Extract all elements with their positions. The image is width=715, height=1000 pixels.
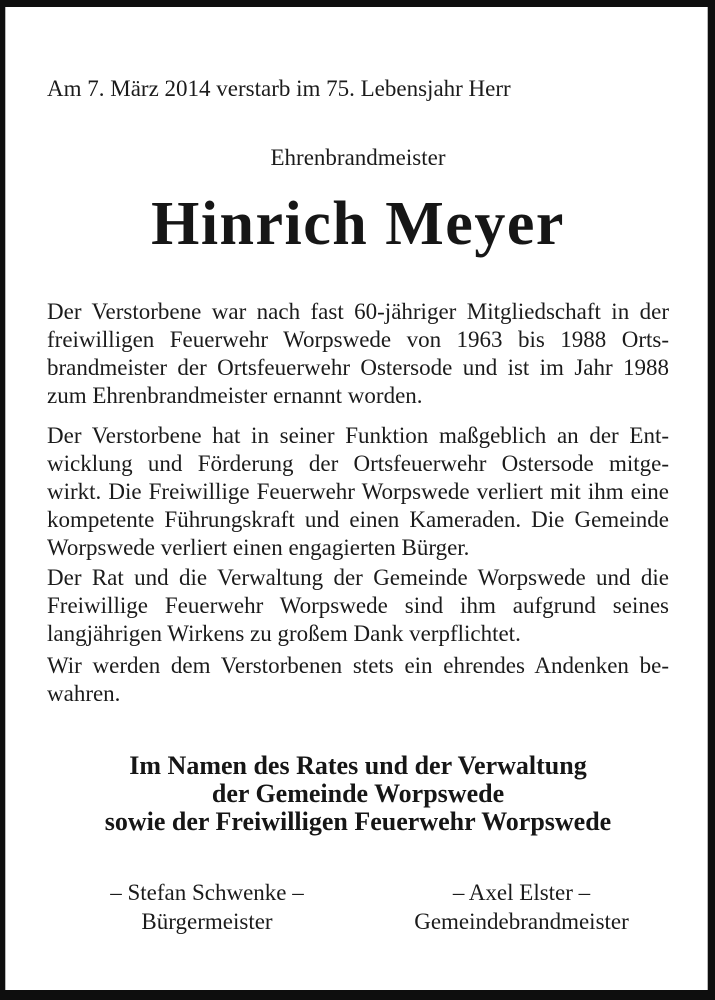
body-text-line: Der Verstorbene hat in seiner Funktion maßgeblich an der Ent-: [47, 423, 669, 448]
body-text-line: zum Ehrenbrandmeister ernannt worden.: [47, 383, 423, 408]
closing-line: Im Namen des Rates und der Verwaltung: [129, 751, 587, 780]
signature-mayor: [47, 878, 367, 936]
signature-fire-chief: [379, 878, 664, 936]
signature-title: Gemeindebrandmeister: [414, 909, 629, 934]
signature-name: – Axel Elster –: [452, 880, 591, 905]
honorific-title: Ehrenbrandmeister: [270, 145, 446, 170]
body-text-line: Worpswede verliert einen engagierten Bürger.: [47, 535, 470, 560]
death-date-line: Am 7. März 2014 verstarb im 75. Lebensjahr Herr: [47, 76, 511, 101]
deceased-name: Hinrich Meyer: [151, 190, 565, 258]
obituary-paragraph-remembrance: [47, 652, 669, 708]
obituary-paragraph-contribution: [47, 422, 669, 562]
closing-line: sowie der Freiwilligen Feuerwehr Worpswede: [104, 807, 612, 836]
body-text-line: Wir werden dem Verstorbenen stets ein ehrendes Andenken be-: [47, 653, 669, 678]
body-text-line: freiwilligen Feuerwehr Worpswede von 1963 bis 1988 Orts-: [47, 327, 669, 352]
body-text-line: Der Verstorbene war nach fast 60-jähriger Mitgliedschaft in der: [47, 299, 669, 324]
body-text-line: kompetente Führungskraft und einen Kameraden. Die Gemeinde: [47, 507, 669, 532]
body-text-line: Freiwillige Feuerwehr Worpswede sind ihm aufgrund seines: [47, 593, 669, 618]
body-text-line: wicklung und Förderung der Ortsfeuerwehr Ostersode mitge-: [47, 451, 669, 476]
body-text-line: langjährigen Wirkens zu großem Dank verpflichtet.: [47, 621, 521, 646]
signature-title: Bürgermeister: [141, 909, 273, 934]
signature-name: – Stefan Schwenke –: [110, 880, 304, 905]
obituary-paragraph-membership: [47, 298, 669, 410]
body-text-line: Der Rat und die Verwaltung der Gemeinde Worpswede und die: [47, 565, 669, 590]
signature-block: [5, 878, 708, 938]
closing-statement: [47, 752, 669, 836]
closing-line: der Gemeinde Worpswede: [211, 779, 505, 808]
obituary-paragraph-gratitude: [47, 564, 669, 648]
body-text-line: wirkt. Die Freiwillige Feuerwehr Worpswede verliert mit ihm eine: [47, 479, 669, 504]
body-text-line: brandmeister der Ortsfeuerwehr Ostersode und ist im Jahr 1988: [47, 355, 669, 380]
body-text-line: wahren.: [47, 681, 121, 706]
